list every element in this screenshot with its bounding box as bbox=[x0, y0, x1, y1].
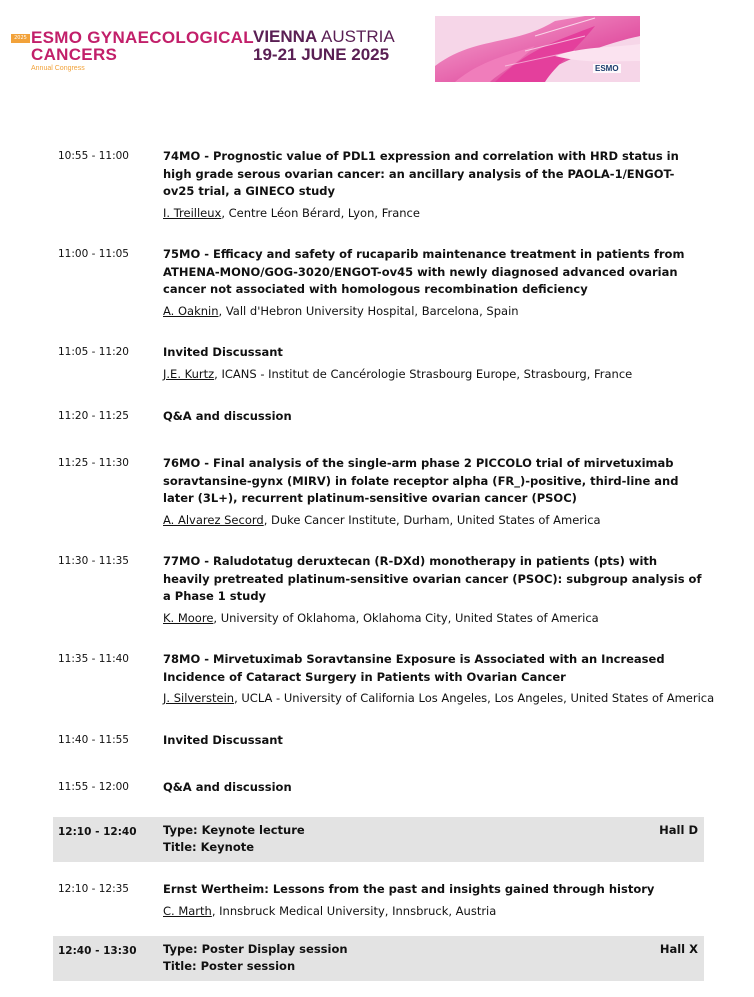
speaker-affiliation: , Innsbruck Medical University, Innsbruck, Austria bbox=[211, 903, 497, 918]
item-title: Q&A and discussion bbox=[163, 780, 292, 794]
item-time: 12:10 - 12:35 bbox=[58, 883, 129, 895]
item-content bbox=[163, 732, 703, 750]
speaker-affiliation: , Centre Léon Bérard, Lyon, France bbox=[221, 205, 420, 220]
item-title: Invited Discussant bbox=[163, 345, 283, 359]
item-content bbox=[163, 148, 703, 222]
item-content bbox=[163, 246, 703, 320]
item-content bbox=[163, 779, 703, 797]
speaker-name: A. Oaknin bbox=[163, 303, 219, 318]
speaker-affiliation: , Duke Cancer Institute, Durham, United States of America bbox=[263, 512, 601, 527]
session-time: 12:10 - 12:40 bbox=[58, 826, 137, 838]
session-header bbox=[53, 936, 704, 981]
logo-year-badge: 2025 bbox=[11, 34, 30, 43]
speaker-affiliation: , UCLA - University of California Los Angeles, Los Angeles, United States of America bbox=[234, 691, 715, 705]
speaker-name: I. Treilleux bbox=[163, 205, 222, 220]
item-content bbox=[163, 455, 703, 529]
item-content bbox=[163, 408, 703, 426]
speaker-name: C. Marth bbox=[163, 903, 212, 918]
session-time: 12:40 - 13:30 bbox=[58, 945, 137, 957]
item-authors bbox=[163, 205, 703, 222]
venue-city: VIENNA bbox=[253, 27, 318, 46]
session-content bbox=[163, 822, 693, 856]
venue-country: AUSTRIA bbox=[321, 27, 395, 46]
item-title: Q&A and discussion bbox=[163, 409, 292, 423]
item-time: 11:25 - 11:30 bbox=[58, 457, 129, 469]
esmo-badge: ESMO bbox=[595, 64, 619, 73]
item-title: 74MO - Prognostic value of PDL1 expression and correlation with HRD status in high grade serous ovarian cancer: an ancillary analysis of the PAOLA-1/ENGOT-ov25 trial, a GINECO study bbox=[163, 149, 679, 198]
item-authors bbox=[163, 903, 703, 920]
logo-line-2: CANCERS bbox=[31, 45, 118, 64]
item-authors bbox=[163, 610, 703, 627]
item-authors bbox=[163, 303, 703, 320]
item-time: 11:30 - 11:35 bbox=[58, 555, 129, 567]
item-title: 75MO - Efficacy and safety of rucaparib maintenance treatment in patients from ATHENA-MONO/GOG-3020/ENGOT-ov45 with newly diagnosed advanced ovarian cancer not associated with homologous recombination deficiency bbox=[163, 247, 685, 296]
speaker-affiliation: , Vall d'Hebron University Hospital, Barcelona, Spain bbox=[218, 303, 519, 318]
page-header bbox=[0, 0, 754, 90]
session-hall: Hall D bbox=[659, 823, 698, 837]
item-title: Ernst Wertheim: Lessons from the past and insights gained through history bbox=[163, 882, 655, 896]
item-title: 77MO - Raludotatug deruxtecan (R-DXd) monotherapy in patients (pts) with heavily pretreated platinum-sensitive ovarian cancer (PSOC): subgroup analysis of a Phase 1 study bbox=[163, 554, 702, 603]
venue-dates: 19-21 JUNE 2025 bbox=[253, 45, 390, 64]
speaker-name: K. Moore bbox=[163, 610, 214, 625]
session-header bbox=[53, 817, 704, 862]
session-content bbox=[163, 941, 693, 975]
session-hall: Hall X bbox=[659, 942, 698, 956]
venue-block bbox=[253, 28, 395, 64]
item-content bbox=[163, 651, 715, 707]
speaker-name: J.E. Kurtz bbox=[163, 366, 215, 381]
logo-line-1: ESMO GYNAECOLOGICAL bbox=[31, 28, 254, 47]
item-title: 78MO - Mirvetuximab Soravtansine Exposure is Associated with an Increased Incidence of Cataract Surgery in Patients with Ovarian Cancer bbox=[163, 652, 665, 684]
item-time: 11:55 - 12:00 bbox=[58, 781, 129, 793]
session-type: Type: Keynote lecture bbox=[163, 823, 305, 837]
session-title: Title: Poster session bbox=[163, 959, 296, 973]
speaker-affiliation: , ICANS - Institut de Cancérologie Strasbourg Europe, Strasbourg, France bbox=[214, 366, 633, 381]
item-title: 76MO - Final analysis of the single-arm phase 2 PICCOLO trial of mirvetuximab soravtansine-gynx (MIRV) in folate receptor alpha (FR_)-positive, third-line and later (3L+), recurrent platinum-sensitive ovarian cancer (PSOC) bbox=[163, 456, 679, 505]
item-content bbox=[163, 344, 703, 383]
item-authors bbox=[163, 512, 703, 529]
item-title: Invited Discussant bbox=[163, 733, 283, 747]
item-time: 11:00 - 11:05 bbox=[58, 248, 129, 260]
item-time: 10:55 - 11:00 bbox=[58, 150, 129, 162]
speaker-name: A. Alvarez Secord bbox=[163, 512, 264, 527]
speaker-affiliation: , University of Oklahoma, Oklahoma City, United States of America bbox=[213, 610, 599, 625]
session-type: Type: Poster Display session bbox=[163, 942, 348, 956]
item-time: 11:35 - 11:40 bbox=[58, 653, 129, 665]
item-time: 11:20 - 11:25 bbox=[58, 410, 129, 422]
session-title: Title: Keynote bbox=[163, 840, 255, 854]
item-authors bbox=[163, 690, 715, 707]
item-time: 11:40 - 11:55 bbox=[58, 734, 129, 746]
logo-line-3: Annual Congress bbox=[31, 65, 85, 72]
venue-location bbox=[253, 28, 395, 46]
item-authors bbox=[163, 366, 703, 383]
item-time: 11:05 - 11:20 bbox=[58, 346, 129, 358]
speaker-name: J. Silverstein bbox=[163, 691, 235, 705]
item-content bbox=[163, 881, 703, 920]
item-content bbox=[163, 553, 703, 627]
